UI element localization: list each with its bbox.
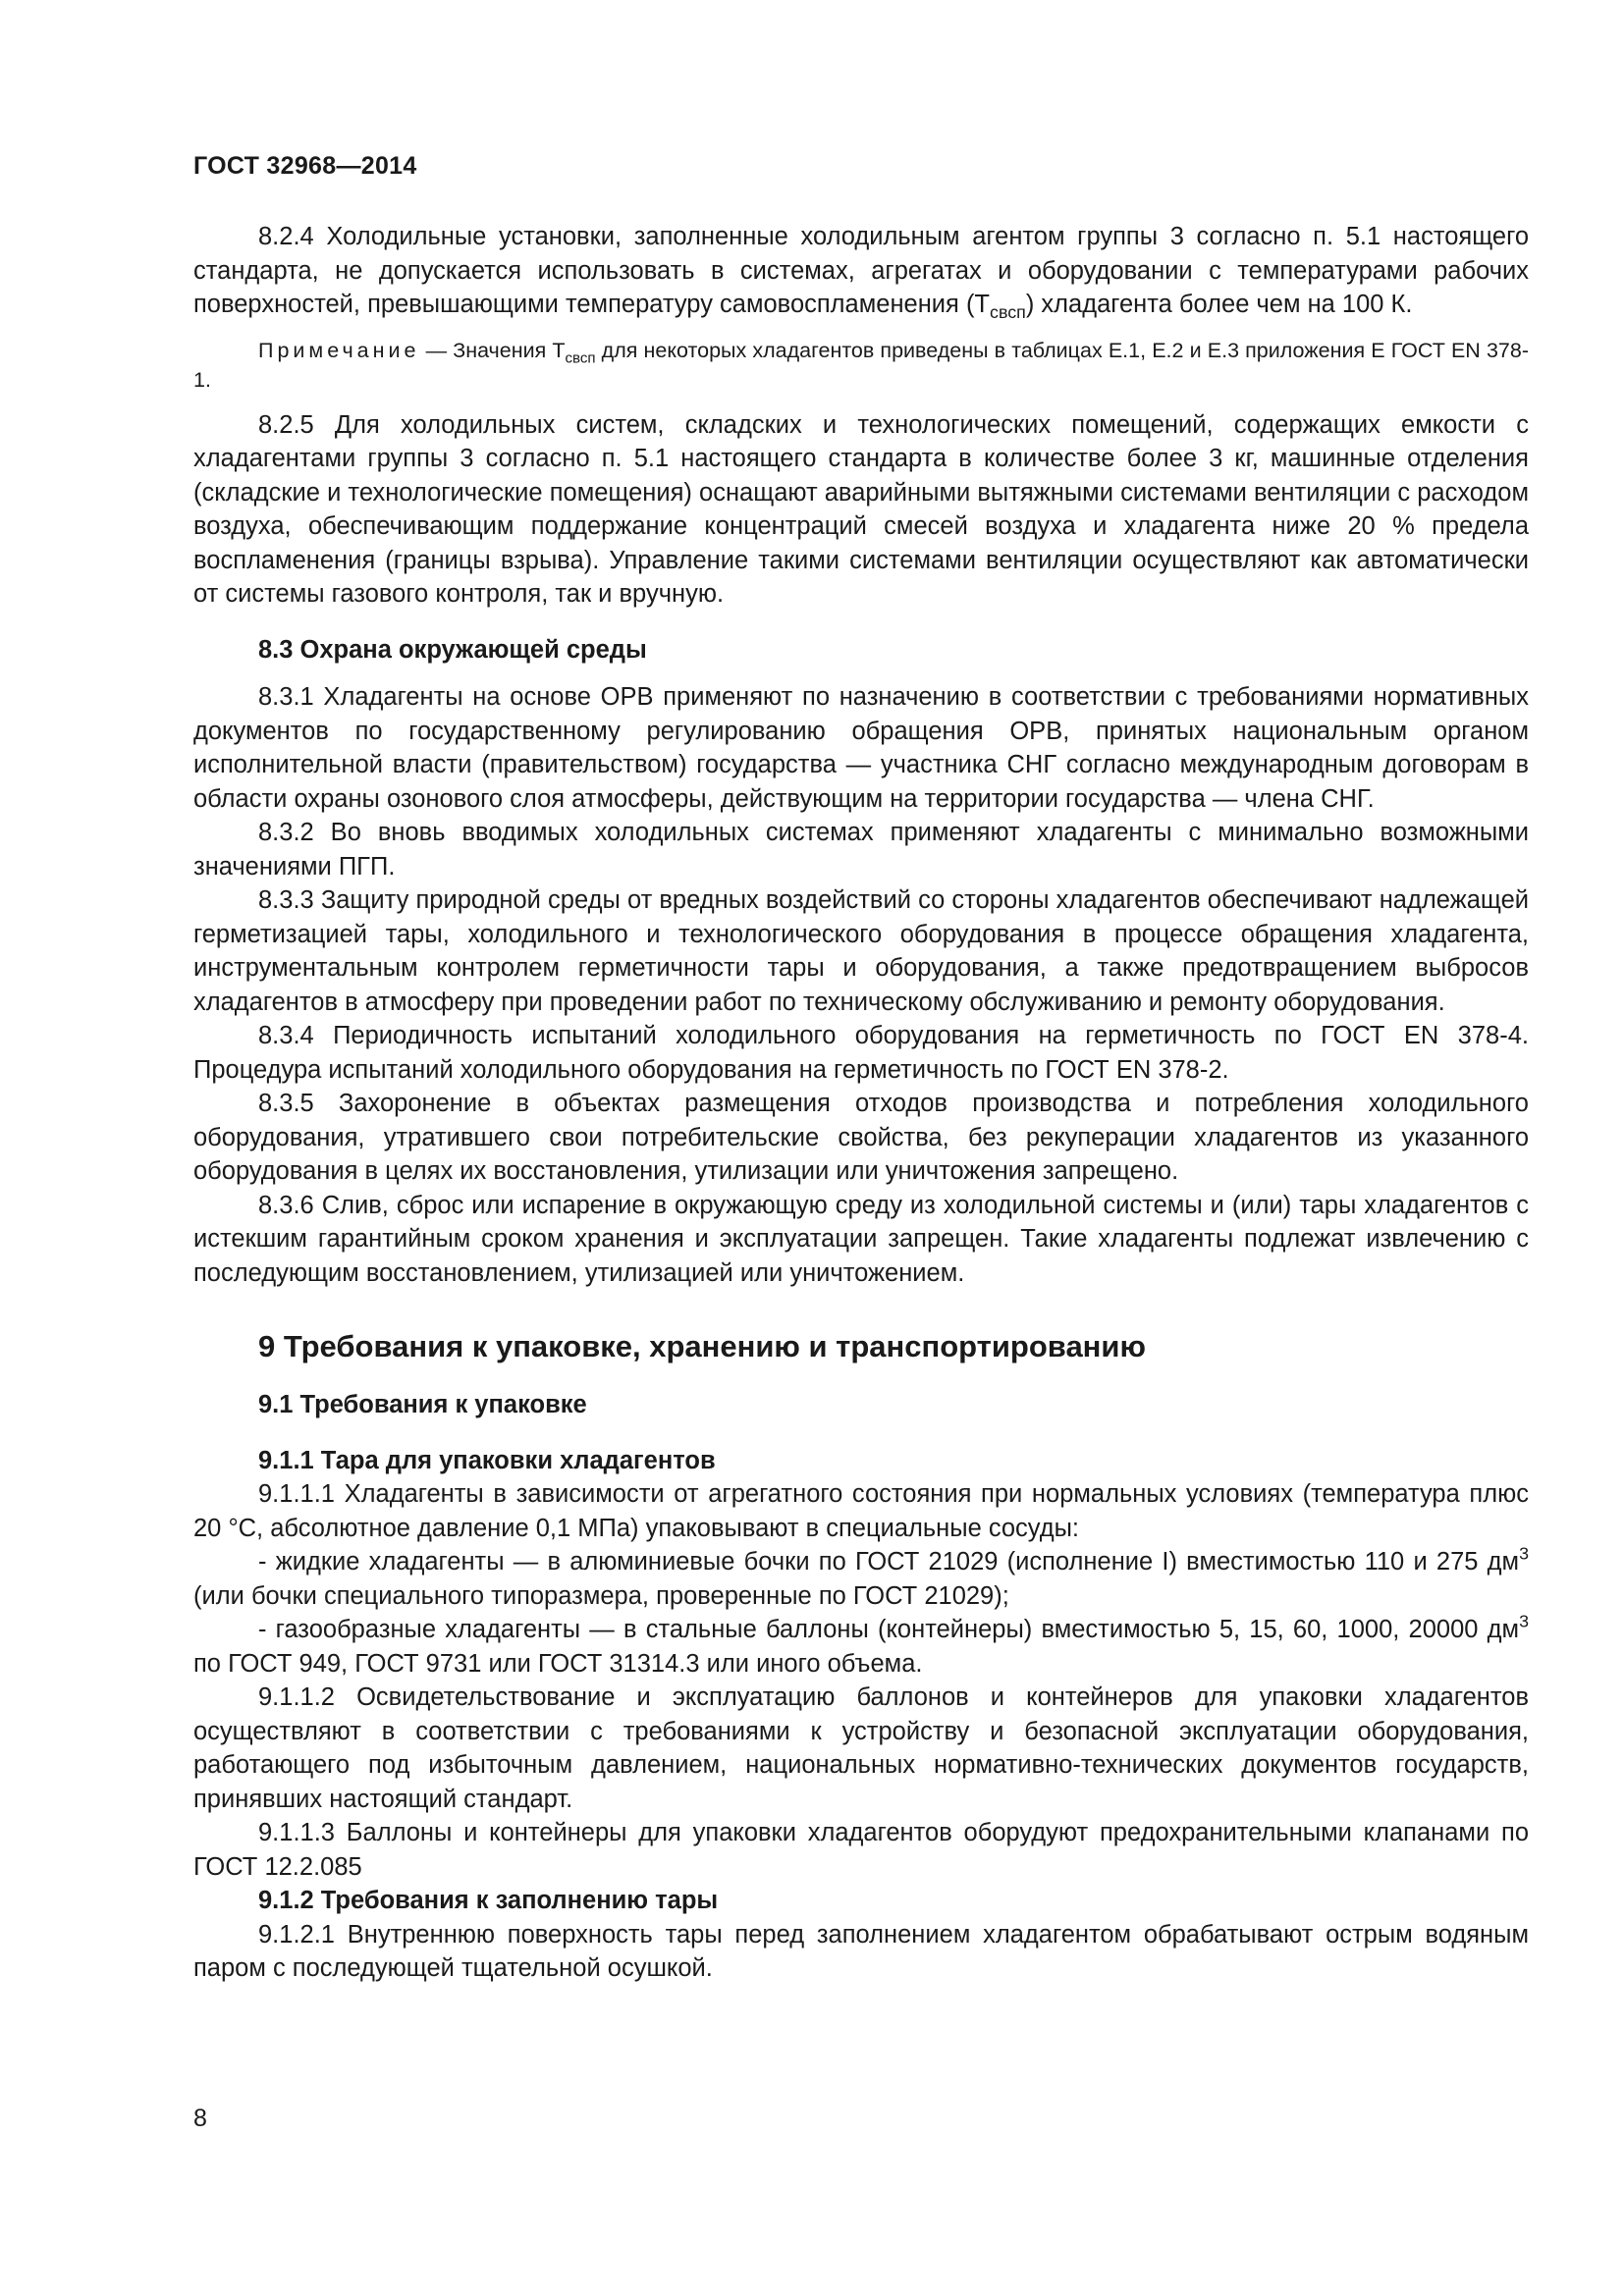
paragraph: [193, 1477, 1529, 1545]
text-run: - газообразные хладагенты — в стальные баллоны (контейнеры) вместимостью 5, 15, 60, 1000, 20000 дм: [258, 1616, 1520, 1643]
paragraph: [193, 1918, 1529, 1986]
text-run: 9.1.1.3 Баллоны и контейнеры для упаковки хладагентов оборудуют предохранительными клапанами по ГОСТ 12.2.085: [193, 1819, 1529, 1881]
paragraph: [193, 1613, 1529, 1681]
text-run: 8.2.5 Для холодильных систем, складских и технологических помещений, содержащих емкости с хладагентами группы 3 согласно п. 5.1 настоящего стандарта в количестве более 3 кг, машинные отделения (складские и технологические помещения) оснащают аварийными вытяжными системами вентиляции с расходом воздуха, обеспечивающим поддержание концентраций смесей воздуха и хладагента ниже 20 % предела воспламенения (границы взрыва). Управление такими системами вентиляции осуществляют как автоматически от системы газового контроля, так и вручную.: [193, 410, 1529, 608]
paragraph: [193, 220, 1529, 322]
document-body: [193, 220, 1529, 1986]
text-run: 8.3.5 Захоронение в объектах размещения отходов производства и потребления холодильного оборудования, утратившего свои потребительские свойства, без рекуперации хладагентов из указанного оборудования в целях их восстановления, утилизации или уничтожения запрещено.: [193, 1090, 1529, 1185]
document-header: ГОСТ 32968—2014: [193, 152, 417, 180]
paragraph: [193, 1545, 1529, 1613]
text-run: 8.3.2 Во вновь вводимых холодильных системах применяют хладагенты с минимально возможными значениями ПГП.: [193, 819, 1529, 881]
text-run: 8.3.6 Слив, сброс или испарение в окружающую среду из холодильной системы и (или) тары хладагентов с истекшим гарантийным сроком хранения и эксплуатации запрещен. Такие хладагенты подлежат извлечению с последующим восстановлением, утилизацией или уничтожением.: [193, 1191, 1529, 1287]
text-run: (или бочки специального типоразмера, проверенные по ГОСТ 21029);: [193, 1581, 1009, 1610]
paragraph: [193, 1681, 1529, 1816]
chapter-heading: [193, 1327, 1529, 1366]
paragraph: [193, 816, 1529, 883]
text-run: 8.3.1 Хладагенты на основе ОРВ применяют по назначению в соответствии с требованиями нормативных документов по государственному регулированию обращения ОРВ, принятых национальным органом исполнительной власти (правительством) государства — участника СНГ согласно международным договорам в области охраны озонового слоя атмосферы, действующим на территории государства — члена СНГ.: [193, 683, 1529, 813]
subscript-text: свсп: [990, 302, 1026, 323]
text-run: 9.1.1 Тара для упаковки хладагентов: [258, 1446, 716, 1474]
text-run: 8.3.3 Защиту природной среды от вредных воздействий со стороны хладагентов обеспечивают надлежащей герметизацией тары, холодильного и технологического оборудования в процессе обращения хладагента, инструментальным контролем герметичности тары и оборудования, а также предотвращением выбросов хладагентов в атмосферу при проведении работ по техническому обслуживанию и ремонту оборудования.: [193, 886, 1529, 1016]
text-run: 9.1.1.1 Хладагенты в зависимости от агрегатного состояния при нормальных условиях (температура плюс 20 °С, абсолютное давление 0,1 МПа) упаковывают в специальные сосуды:: [193, 1480, 1529, 1542]
superscript-text: 3: [1519, 1611, 1529, 1631]
paragraph: [193, 1189, 1529, 1291]
section-heading: [193, 1444, 1529, 1478]
text-run: по ГОСТ 949, ГОСТ 9731 или ГОСТ 31314.3 или иного объема.: [193, 1649, 923, 1678]
text-run: 9.1.1.2 Освидетельствование и эксплуатацию баллонов и контейнеров для упаковки хладагентов осуществляют в соответствии с требованиями к устройству и безопасной эксплуатации оборудования, работающего под избыточным давлением, национальных нормативно-технических документов государств, принявших настоящий стандарт.: [193, 1683, 1529, 1813]
superscript-text: 3: [1519, 1543, 1529, 1564]
text-run: для некоторых хладагентов приведены в таблицах Е.1, Е.2 и Е.3 приложения Е ГОСТ EN 378-1.: [193, 338, 1529, 392]
paragraph: [193, 1019, 1529, 1087]
text-run: 8.2.4 Холодильные установки, заполненные холодильным агентом группы 3 согласно п. 5.1 настоящего стандарта, не допускается использовать в системах, агрегатах и оборудовании с температурами рабочих поверхностей, превышающими температуру самовоспламенения (Т: [193, 223, 1529, 318]
text-run: 9.1 Требования к упаковке: [258, 1391, 587, 1418]
text-run: 9.1.2 Требования к заполнению тары: [258, 1887, 719, 1914]
text-run: ) хладагента более чем на 100 К.: [1025, 291, 1413, 318]
note: [193, 336, 1529, 395]
text-run: 9.1.2.1 Внутреннюю поверхность тары перед заполнением хладагентом обрабатывают острым водяным паром с последующей тщательной осушкой.: [193, 1920, 1529, 1982]
text-run: 9 Требования к упаковке, хранению и транспортированию: [258, 1329, 1146, 1363]
section-heading: [193, 633, 1529, 667]
text-run: — Значения Т: [419, 338, 566, 362]
paragraph: [193, 680, 1529, 816]
section-heading: [193, 1884, 1529, 1918]
page-number: 8: [193, 2105, 207, 2132]
text-run: - жидкие хладагенты — в алюминиевые бочки по ГОСТ 21029 (исполнение I) вместимостью 110 и 275 дм: [258, 1548, 1520, 1575]
text-run: 8.3.4 Периодичность испытаний холодильного оборудования на герметичность по ГОСТ EN 378-4. Процедура испытаний холодильного оборудования на герметичность по ГОСТ EN 378-2.: [193, 1022, 1529, 1084]
subscript-text: свсп: [565, 348, 596, 366]
paragraph: [193, 1816, 1529, 1884]
paragraph: [193, 883, 1529, 1019]
note-label: Примечание: [258, 338, 420, 362]
paragraph: [193, 408, 1529, 612]
paragraph: [193, 1087, 1529, 1189]
text-run: 8.3 Охрана окружающей среды: [258, 635, 647, 664]
document-page: [193, 0, 1529, 2296]
section-heading: [193, 1388, 1529, 1422]
